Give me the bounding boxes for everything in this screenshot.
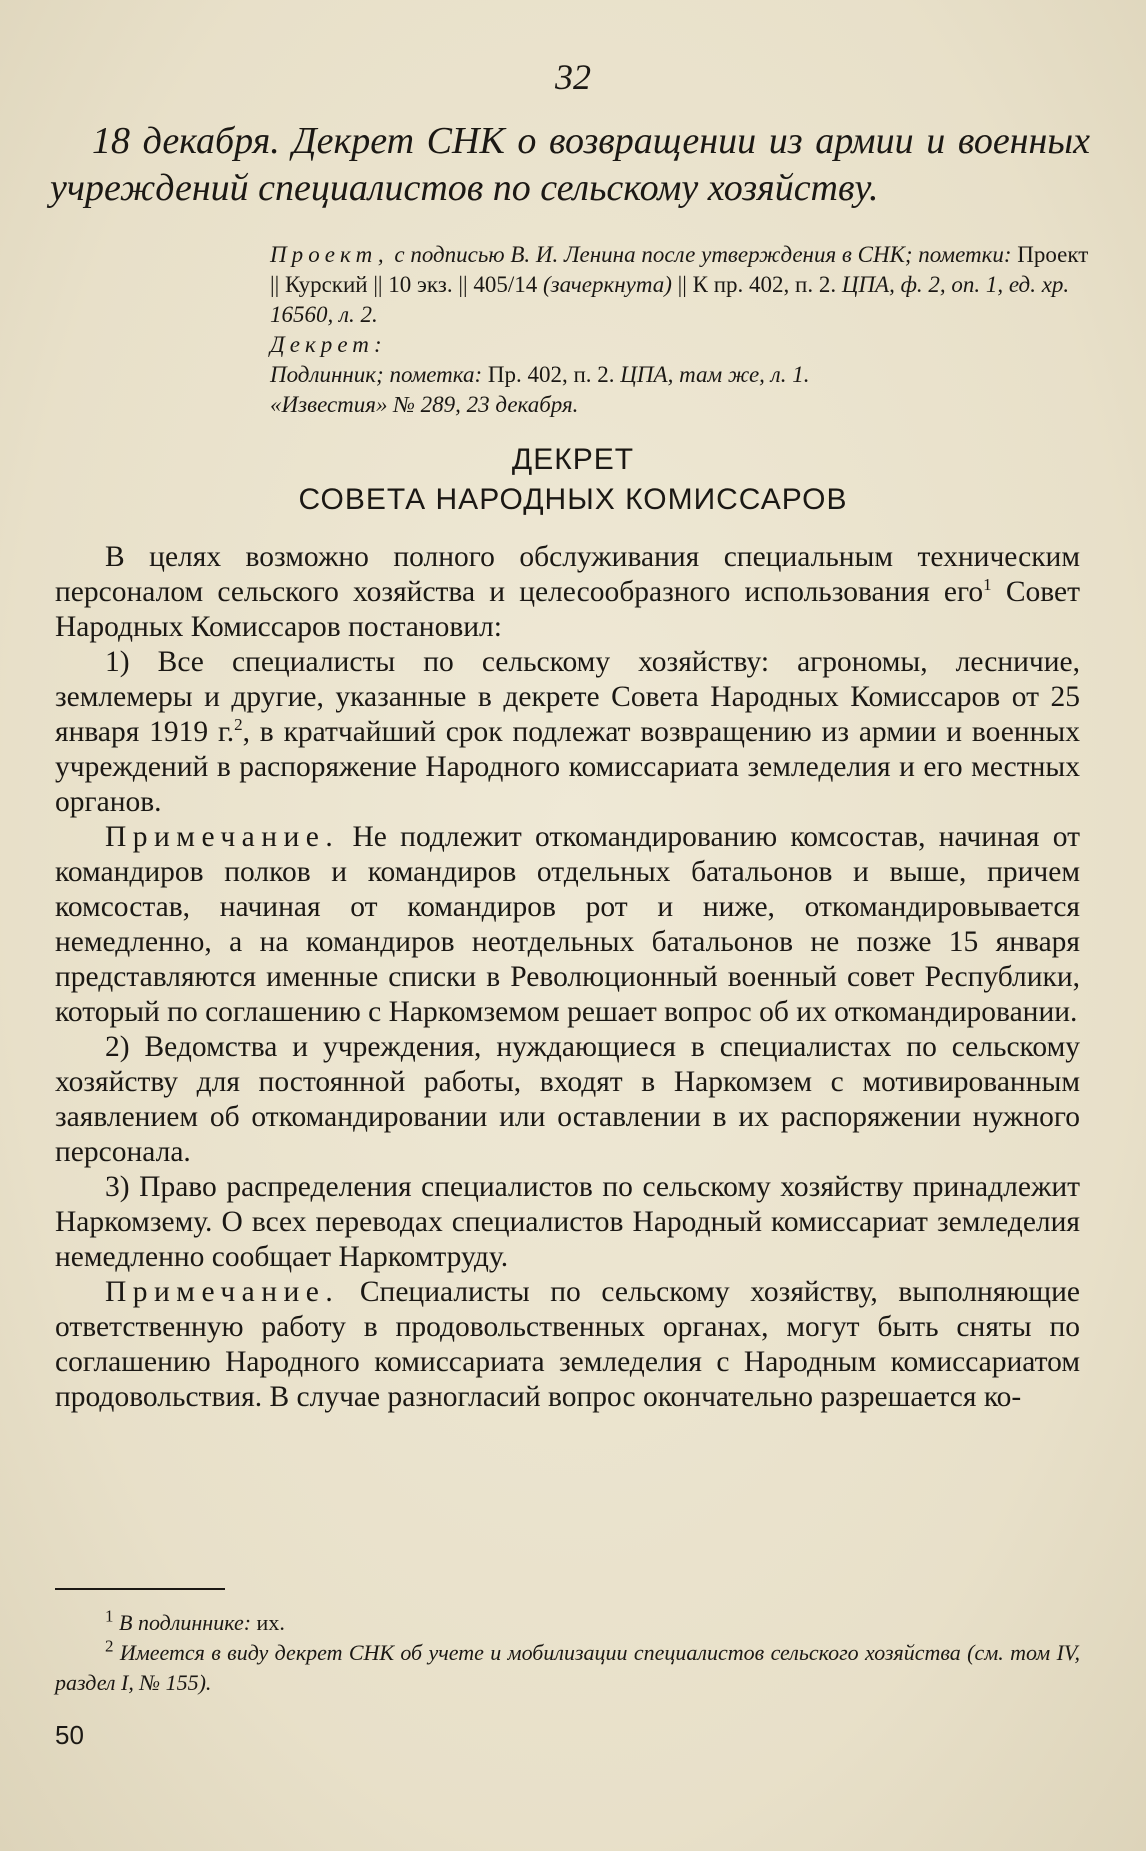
clause-2: 2) Ведомства и учреждения, нуждающиеся в специалистах по сельскому хозяйству для постоянной работы, входят в Наркомзем с мотивированным заявлением об откомандировании или оставлении в их распоряжении нужного персонала. bbox=[55, 1031, 1080, 1168]
note-2-label: Примечание. bbox=[105, 1276, 340, 1308]
decree-title-line-2: СОВЕТА НАРОДНЫХ КОМИССАРОВ bbox=[298, 483, 848, 516]
decree-label-line bbox=[213, 330, 1090, 360]
note-1 bbox=[55, 820, 1080, 1030]
page-number: 50 bbox=[55, 1720, 84, 1750]
footnote-2 bbox=[55, 1638, 1080, 1698]
footnote-1-text: их. bbox=[256, 1610, 285, 1635]
decree-label: Декрет: bbox=[270, 332, 387, 357]
archival-sources bbox=[213, 240, 1090, 420]
preamble-paragraph bbox=[55, 540, 1080, 645]
note-2-text: Специалисты по сельскому хозяйству, выполняющие ответственную работу в продовольственных органах, могут быть сняты по соглашению Народного комиссариата земледелия с Народным комиссариатом продовольствия. В случае разногласий вопрос окончательно разрешается ко- bbox=[55, 1276, 1080, 1413]
note-2 bbox=[55, 1275, 1080, 1415]
document-heading: 18 декабря. Декрет СНК о возвращении из армии и военных учреждений специалистов по сельскому хозяйству. bbox=[50, 120, 1090, 209]
note-1-text: Не подлежит откомандированию комсостав, начиная от командиров полков и командиров отдельных батальонов и выше, причем комсостав, начиная от командиров рот и ниже, откомандировывается немедленно, а на командиров неотдельных батальонов не позже 15 января представляются именные списки в Революционный военный совет Республики, который по соглашению с Наркомземом решает вопрос об их откомандировании. bbox=[55, 821, 1080, 1028]
clause-1 bbox=[55, 645, 1080, 820]
preamble-text-b: Совет Народных Комиссаров постановил: bbox=[55, 576, 1080, 643]
decree-title bbox=[0, 440, 1146, 520]
footnotes bbox=[55, 1588, 1080, 1698]
footnote-1 bbox=[55, 1608, 1080, 1638]
document-number: 32 bbox=[555, 57, 591, 97]
clause-1-text-b: , в кратчайший срок подлежат возвращению из армии и военных учреждений в распоряжение Народного комиссариата земледелия и его местных органов. bbox=[55, 716, 1080, 818]
original-description: Подлинник; пометка: bbox=[270, 362, 483, 387]
footnote-1-label: В подлиннике: bbox=[119, 1610, 252, 1635]
original-archive: ЦПА, там же, л. 1. bbox=[620, 362, 810, 387]
original-source bbox=[213, 360, 1090, 390]
footnote-ref-2: 2 bbox=[234, 715, 243, 735]
footnote-2-number: 2 bbox=[105, 1636, 114, 1656]
footnote-rule bbox=[55, 1588, 225, 1590]
footnote-1-number: 1 bbox=[105, 1606, 114, 1626]
footnote-ref-1: 1 bbox=[983, 575, 992, 595]
preamble-text-a: В целях возможно полного обслуживания специальным техническим персоналом сельского хозяйства и целесообразного использования его bbox=[55, 541, 1080, 608]
decree-title-line-1: ДЕКРЕТ bbox=[511, 443, 635, 476]
original-mark: Пр. 402, п. 2. bbox=[487, 362, 615, 387]
draft-label: Проект, bbox=[270, 242, 389, 267]
draft-source bbox=[213, 240, 1090, 330]
note-1-label: Примечание. bbox=[105, 821, 340, 853]
clause-1-text-a: 1) Все специалисты по сельскому хозяйству: агрономы, лесничие, землемеры и другие, указанные в декрете Совета Народных Комиссаров от 25 января 1919 г. bbox=[55, 646, 1080, 748]
draft-archive: ЦПА, ф. 2, оп. 1, ед. хр. 16560, л. 2. bbox=[270, 272, 1070, 327]
izvestia-source: «Известия» № 289, 23 декабря. bbox=[270, 392, 579, 417]
footnote-2-text: Имеется в виду декрет СНК об учете и мобилизации специалистов сельского хозяйства (см. том IV, раздел I, № 155). bbox=[55, 1640, 1081, 1695]
draft-description: с подписью В. И. Ленина после утверждения в СНК; пометки: bbox=[394, 242, 1012, 267]
draft-marks-2: || К пр. 402, п. 2. bbox=[677, 272, 837, 297]
clause-3: 3) Право распределения специалистов по сельскому хозяйству принадлежит Наркомзему. О всех переводах специалистов Народный комиссариат земледелия немедленно сообщает Наркомтруду. bbox=[55, 1171, 1080, 1273]
draft-crossed-note: (зачеркнута) bbox=[542, 272, 672, 297]
decree-body bbox=[55, 540, 1080, 1415]
draft-marks: Проект || Курский || 10 экз. || 405/14 bbox=[270, 242, 1089, 297]
